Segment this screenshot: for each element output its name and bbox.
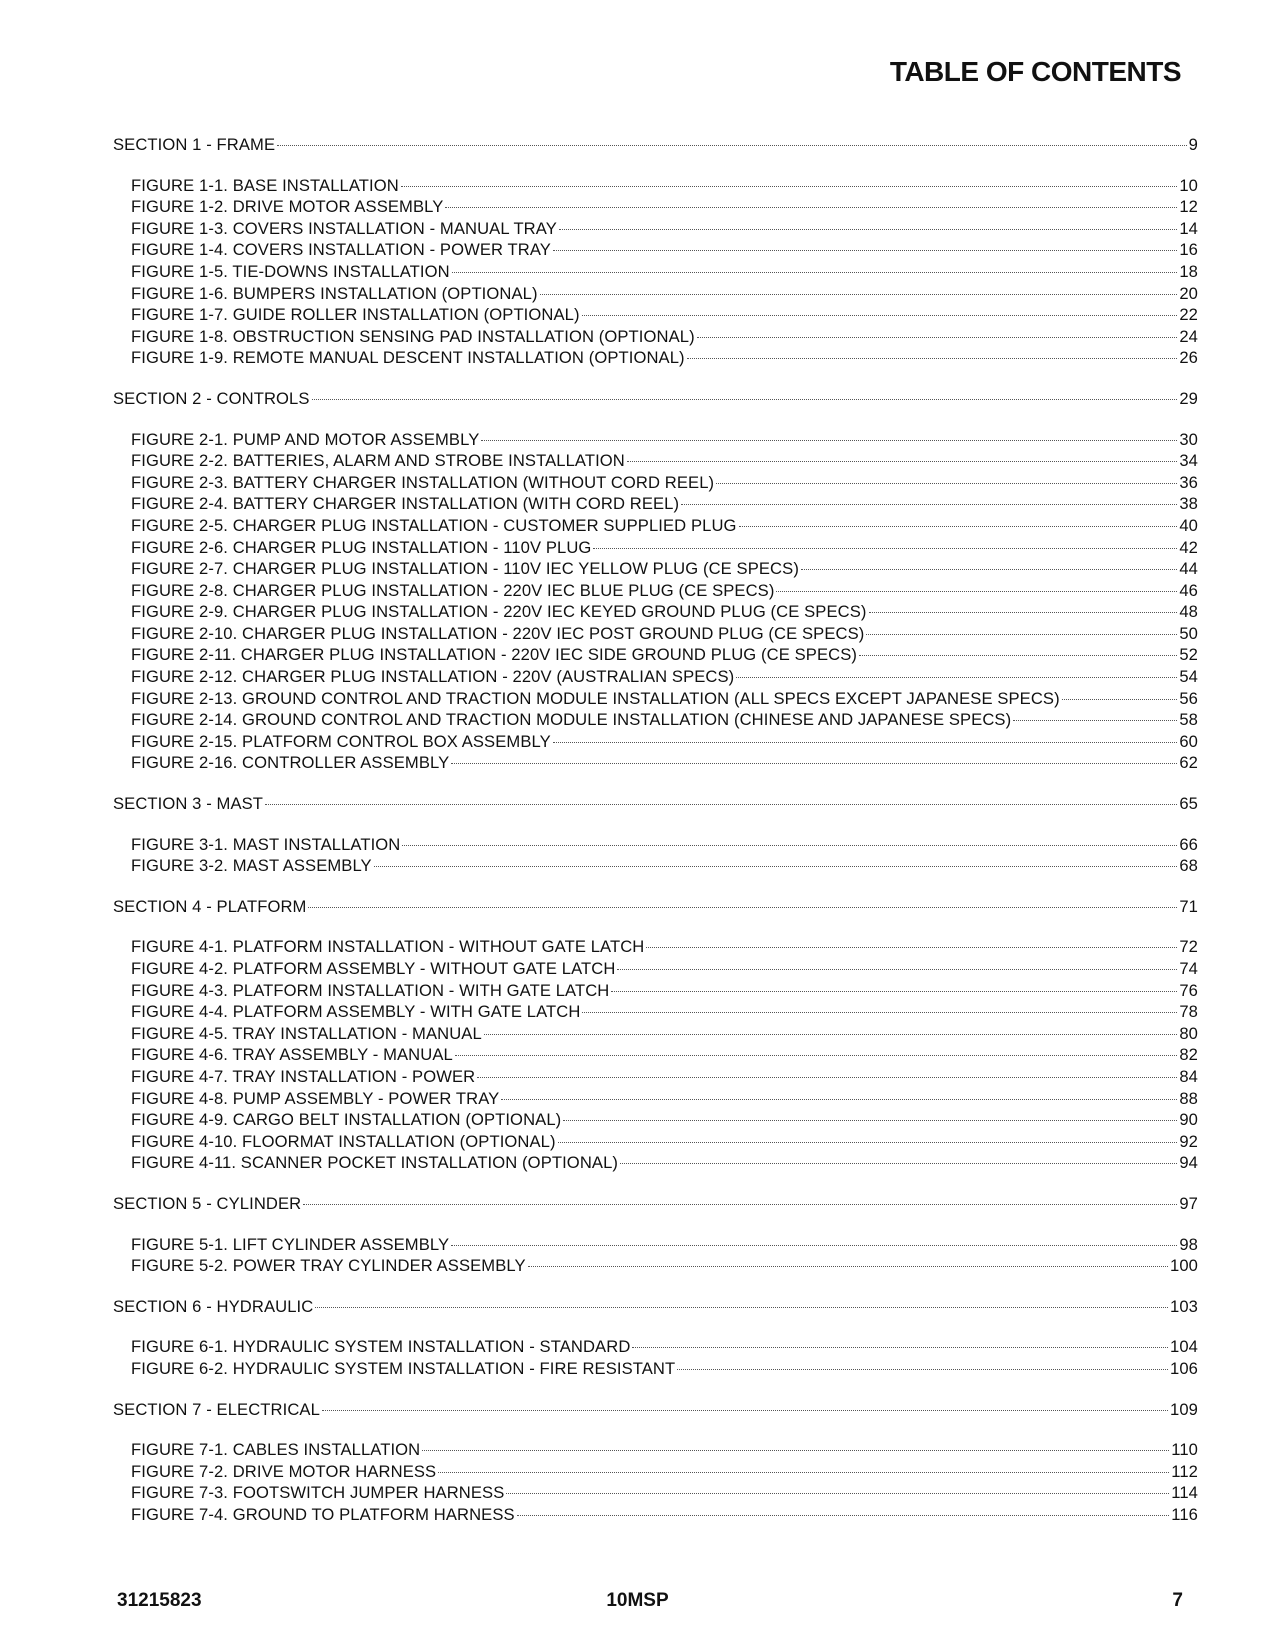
dot-leader bbox=[558, 1142, 1178, 1143]
section-entry[interactable] bbox=[113, 793, 1198, 815]
section-entry-label: SECTION 5 - CYLINDER bbox=[113, 1193, 302, 1213]
figure-entry[interactable] bbox=[113, 1504, 1198, 1526]
dot-leader bbox=[739, 526, 1178, 527]
dot-leader bbox=[528, 1266, 1168, 1267]
dot-leader bbox=[422, 1450, 1169, 1451]
figure-entry[interactable] bbox=[113, 1234, 1198, 1256]
figure-entry-label: FIGURE 4-8. PUMP ASSEMBLY - POWER TRAY bbox=[131, 1088, 500, 1108]
dot-leader bbox=[687, 358, 1178, 359]
dot-leader bbox=[322, 1410, 1168, 1411]
figure-entry-label: FIGURE 1-4. COVERS INSTALLATION - POWER TRAY bbox=[131, 240, 551, 260]
dot-leader bbox=[553, 742, 1178, 743]
dot-leader bbox=[308, 907, 1177, 908]
toc-section bbox=[113, 388, 1198, 774]
figure-entry-page: 10 bbox=[1179, 175, 1198, 195]
section-entry-page: 65 bbox=[1179, 794, 1198, 814]
dot-leader bbox=[563, 1120, 1177, 1121]
figure-entry[interactable] bbox=[113, 304, 1198, 326]
figure-entry-label: FIGURE 4-9. CARGO BELT INSTALLATION (OPTIONAL) bbox=[131, 1110, 562, 1130]
dot-leader bbox=[277, 145, 1187, 146]
figure-entry-label: FIGURE 2-14. GROUND CONTROL AND TRACTION MODULE INSTALLATION (CHINESE AND JAPANESE SPECS) bbox=[131, 710, 1012, 730]
figure-entry-label: FIGURE 2-5. CHARGER PLUG INSTALLATION - CUSTOMER SUPPLIED PLUG bbox=[131, 515, 737, 535]
figure-entry-page: 94 bbox=[1179, 1153, 1198, 1173]
dot-leader bbox=[312, 399, 1178, 400]
figure-entry[interactable] bbox=[113, 196, 1198, 218]
figure-entry[interactable] bbox=[113, 326, 1198, 348]
section-entry-page: 109 bbox=[1170, 1399, 1198, 1419]
figure-entry[interactable] bbox=[113, 623, 1198, 645]
dot-leader bbox=[801, 569, 1177, 570]
toc-section bbox=[113, 1193, 1198, 1277]
section-entry[interactable] bbox=[113, 1399, 1198, 1421]
figure-entry[interactable] bbox=[113, 472, 1198, 494]
figure-entry-page: 54 bbox=[1179, 667, 1198, 687]
figure-entry[interactable] bbox=[113, 1023, 1198, 1045]
figure-entry-label: FIGURE 2-10. CHARGER PLUG INSTALLATION - 220V IEC POST GROUND PLUG (CE SPECS) bbox=[131, 623, 865, 643]
figure-entry[interactable] bbox=[113, 958, 1198, 980]
figure-entry-label: FIGURE 3-2. MAST ASSEMBLY bbox=[131, 856, 372, 876]
figure-entry-label: FIGURE 2-7. CHARGER PLUG INSTALLATION - 110V IEC YELLOW PLUG (CE SPECS) bbox=[131, 559, 799, 579]
figure-entry[interactable] bbox=[113, 980, 1198, 1002]
figure-entry-label: FIGURE 1-2. DRIVE MOTOR ASSEMBLY bbox=[131, 197, 444, 217]
figure-entry[interactable] bbox=[113, 261, 1198, 283]
dot-leader bbox=[716, 483, 1177, 484]
dot-leader bbox=[859, 655, 1177, 656]
figure-entry-page: 110 bbox=[1171, 1440, 1198, 1460]
dot-leader bbox=[553, 250, 1177, 251]
figure-entry[interactable] bbox=[113, 283, 1198, 305]
figure-entry-label: FIGURE 1-9. REMOTE MANUAL DESCENT INSTALLATION (OPTIONAL) bbox=[131, 348, 685, 368]
figure-entry-page: 48 bbox=[1179, 602, 1198, 622]
dot-leader bbox=[477, 1077, 1177, 1078]
figure-entry[interactable] bbox=[113, 1109, 1198, 1131]
figure-entry-page: 34 bbox=[1179, 451, 1198, 471]
figure-entry-label: FIGURE 5-1. LIFT CYLINDER ASSEMBLY bbox=[131, 1234, 450, 1254]
dot-leader bbox=[593, 548, 1177, 549]
dot-leader bbox=[776, 591, 1177, 592]
figure-entry[interactable] bbox=[113, 515, 1198, 537]
figure-entry-label: FIGURE 1-7. GUIDE ROLLER INSTALLATION (OPTIONAL) bbox=[131, 305, 580, 325]
dot-leader bbox=[559, 229, 1177, 230]
section-entry-label: SECTION 7 - ELECTRICAL bbox=[113, 1399, 320, 1419]
figure-entry-label: FIGURE 2-12. CHARGER PLUG INSTALLATION - 220V (AUSTRALIAN SPECS) bbox=[131, 667, 735, 687]
figure-entry-page: 46 bbox=[1179, 580, 1198, 600]
figure-entry-page: 92 bbox=[1179, 1131, 1198, 1151]
figure-entry-label: FIGURE 2-15. PLATFORM CONTROL BOX ASSEMBLY bbox=[131, 731, 551, 751]
dot-leader bbox=[506, 1493, 1169, 1494]
dot-leader bbox=[451, 1245, 1177, 1246]
figure-entry-label: FIGURE 4-2. PLATFORM ASSEMBLY - WITHOUT GATE LATCH bbox=[131, 959, 616, 978]
figure-entry-page: 62 bbox=[1179, 753, 1198, 773]
figure-entry[interactable] bbox=[113, 1255, 1198, 1277]
figure-entry[interactable] bbox=[113, 450, 1198, 472]
figure-entry[interactable] bbox=[113, 1358, 1198, 1380]
figure-entry[interactable] bbox=[113, 834, 1198, 856]
figure-entry-page: 66 bbox=[1179, 834, 1198, 854]
dot-leader bbox=[697, 337, 1178, 338]
figure-entry[interactable] bbox=[113, 709, 1198, 731]
figure-entry[interactable] bbox=[113, 855, 1198, 877]
dot-leader bbox=[438, 1472, 1169, 1473]
figure-entry[interactable] bbox=[113, 666, 1198, 688]
figure-entry[interactable] bbox=[113, 752, 1198, 774]
figure-entry-page: 106 bbox=[1170, 1358, 1198, 1378]
figure-entry-page: 14 bbox=[1179, 218, 1198, 238]
figure-entry-label: FIGURE 2-2. BATTERIES, ALARM AND STROBE INSTALLATION bbox=[131, 451, 625, 471]
toc-section bbox=[113, 793, 1198, 877]
dot-leader bbox=[501, 1099, 1177, 1100]
figure-entry-label: FIGURE 4-7. TRAY INSTALLATION - POWER bbox=[131, 1066, 476, 1086]
figure-entry-page: 80 bbox=[1179, 1023, 1198, 1043]
section-entry-label: SECTION 4 - PLATFORM bbox=[113, 896, 307, 916]
figure-entry-page: 40 bbox=[1179, 515, 1198, 535]
figure-entry[interactable] bbox=[113, 936, 1198, 958]
figure-entry-page: 60 bbox=[1179, 731, 1198, 751]
figure-entry[interactable] bbox=[113, 558, 1198, 580]
dot-leader bbox=[681, 504, 1177, 505]
figure-entry-page: 104 bbox=[1170, 1337, 1198, 1357]
dot-leader bbox=[611, 991, 1177, 992]
figure-entry[interactable] bbox=[113, 1336, 1198, 1358]
figure-entry-label: FIGURE 4-1. PLATFORM INSTALLATION - WITHOUT GATE LATCH bbox=[131, 937, 645, 957]
figure-entry-page: 84 bbox=[1179, 1066, 1198, 1086]
figure-entry[interactable] bbox=[113, 218, 1198, 240]
dot-leader bbox=[1062, 699, 1178, 700]
figure-entry-label: FIGURE 7-1. CABLES INSTALLATION bbox=[131, 1440, 421, 1460]
section-entry[interactable] bbox=[113, 896, 1198, 918]
figure-entry-label: FIGURE 4-11. SCANNER POCKET INSTALLATION (OPTIONAL) bbox=[131, 1153, 619, 1173]
dot-leader bbox=[617, 969, 1177, 970]
figure-entry[interactable] bbox=[113, 580, 1198, 602]
figure-entry-label: FIGURE 2-6. CHARGER PLUG INSTALLATION - 110V PLUG bbox=[131, 537, 592, 557]
figure-entry[interactable] bbox=[113, 601, 1198, 623]
figure-entry-label: FIGURE 5-2. POWER TRAY CYLINDER ASSEMBLY bbox=[131, 1256, 526, 1276]
figure-entry-page: 114 bbox=[1171, 1483, 1198, 1503]
toc-section bbox=[113, 134, 1198, 369]
figure-entry-page: 82 bbox=[1179, 1045, 1198, 1065]
figure-entry[interactable] bbox=[113, 175, 1198, 197]
figure-entry-page: 72 bbox=[1179, 937, 1198, 957]
figure-entry-page: 74 bbox=[1179, 959, 1198, 978]
dot-leader bbox=[455, 1055, 1177, 1056]
figure-entry[interactable] bbox=[113, 1152, 1198, 1174]
figure-entry-label: FIGURE 6-1. HYDRAULIC SYSTEM INSTALLATION - STANDARD bbox=[131, 1337, 631, 1357]
figure-entry[interactable] bbox=[113, 1131, 1198, 1153]
figure-entry-page: 76 bbox=[1179, 980, 1198, 1000]
figure-entry-label: FIGURE 1-1. BASE INSTALLATION bbox=[131, 175, 399, 195]
figure-entry-page: 52 bbox=[1179, 645, 1198, 665]
figure-entry-label: FIGURE 4-10. FLOORMAT INSTALLATION (OPTIONAL) bbox=[131, 1131, 556, 1151]
section-entry[interactable] bbox=[113, 388, 1198, 410]
dot-leader bbox=[484, 1034, 1178, 1035]
figure-entry[interactable] bbox=[113, 429, 1198, 451]
figure-entry-label: FIGURE 2-8. CHARGER PLUG INSTALLATION - 220V IEC BLUE PLUG (CE SPECS) bbox=[131, 580, 775, 600]
dot-leader bbox=[582, 315, 1178, 316]
dot-leader bbox=[540, 294, 1178, 295]
figure-entry-page: 68 bbox=[1179, 856, 1198, 876]
dot-leader bbox=[646, 947, 1177, 948]
figure-entry-page: 12 bbox=[1179, 197, 1198, 217]
figure-entry[interactable] bbox=[113, 1066, 1198, 1088]
section-entry-page: 29 bbox=[1179, 388, 1198, 408]
figure-entry-label: FIGURE 1-8. OBSTRUCTION SENSING PAD INSTALLATION (OPTIONAL) bbox=[131, 326, 695, 346]
toc-section bbox=[113, 896, 1198, 1174]
toc-section bbox=[113, 1296, 1198, 1380]
figure-entry[interactable] bbox=[113, 347, 1198, 369]
section-entry-label: SECTION 1 - FRAME bbox=[113, 135, 276, 154]
figure-entry[interactable] bbox=[113, 688, 1198, 710]
dot-leader bbox=[402, 845, 1177, 846]
figure-entry-page: 78 bbox=[1179, 1002, 1198, 1022]
figure-entry-page: 56 bbox=[1179, 688, 1198, 708]
page-footer bbox=[0, 1590, 1275, 1614]
figure-entry-label: FIGURE 7-4. GROUND TO PLATFORM HARNESS bbox=[131, 1504, 515, 1524]
section-entry-page: 71 bbox=[1179, 896, 1198, 916]
dot-leader bbox=[677, 1369, 1168, 1370]
figure-entry[interactable] bbox=[113, 493, 1198, 515]
figure-entry[interactable] bbox=[113, 239, 1198, 261]
figure-entry[interactable] bbox=[113, 1044, 1198, 1066]
figure-entry-page: 112 bbox=[1171, 1461, 1198, 1481]
figure-entry-page: 16 bbox=[1179, 240, 1198, 260]
page-number: 7 bbox=[1172, 1590, 1183, 1611]
dot-leader bbox=[451, 763, 1177, 764]
section-entry[interactable] bbox=[113, 134, 1198, 156]
figure-entry[interactable] bbox=[113, 537, 1198, 559]
figure-entry-label: FIGURE 2-11. CHARGER PLUG INSTALLATION - 220V IEC SIDE GROUND PLUG (CE SPECS) bbox=[131, 645, 857, 665]
dot-leader bbox=[517, 1515, 1170, 1516]
dot-leader bbox=[866, 634, 1177, 635]
dot-leader bbox=[452, 272, 1178, 273]
dot-leader bbox=[736, 677, 1177, 678]
figure-entry-label: FIGURE 2-9. CHARGER PLUG INSTALLATION - 220V IEC KEYED GROUND PLUG (CE SPECS) bbox=[131, 602, 867, 622]
model-name: 10MSP bbox=[606, 1590, 669, 1611]
section-entry-label: SECTION 6 - HYDRAULIC bbox=[113, 1296, 314, 1316]
figure-entry-label: FIGURE 4-4. PLATFORM ASSEMBLY - WITH GATE LATCH bbox=[131, 1002, 581, 1022]
figure-entry-label: FIGURE 6-2. HYDRAULIC SYSTEM INSTALLATION - FIRE RESISTANT bbox=[131, 1358, 676, 1378]
section-entry-page: 9 bbox=[1188, 135, 1198, 154]
figure-entry-page: 26 bbox=[1179, 348, 1198, 368]
section-entry-label: SECTION 2 - CONTROLS bbox=[113, 388, 310, 408]
figure-entry-label: FIGURE 2-4. BATTERY CHARGER INSTALLATION (WITH CORD REEL) bbox=[131, 494, 680, 514]
figure-entry[interactable] bbox=[113, 1088, 1198, 1110]
dot-leader bbox=[481, 440, 1177, 441]
figure-entry-page: 98 bbox=[1179, 1234, 1198, 1254]
figure-entry-page: 44 bbox=[1179, 559, 1198, 579]
figure-entry-page: 22 bbox=[1179, 305, 1198, 325]
dot-leader bbox=[582, 1012, 1177, 1013]
figure-entry-label: FIGURE 7-3. FOOTSWITCH JUMPER HARNESS bbox=[131, 1483, 505, 1503]
figure-entry-label: FIGURE 4-5. TRAY INSTALLATION - MANUAL bbox=[131, 1023, 482, 1043]
figure-entry[interactable] bbox=[113, 1001, 1198, 1023]
figure-entry[interactable] bbox=[113, 1461, 1198, 1483]
dot-leader bbox=[869, 612, 1178, 613]
dot-leader bbox=[620, 1163, 1177, 1164]
dot-leader bbox=[401, 186, 1177, 187]
figure-entry-label: FIGURE 4-3. PLATFORM INSTALLATION - WITH GATE LATCH bbox=[131, 980, 610, 1000]
document-number: 31215823 bbox=[117, 1590, 202, 1611]
section-entry[interactable] bbox=[113, 1296, 1198, 1318]
dot-leader bbox=[265, 804, 1177, 805]
figure-entry-page: 38 bbox=[1179, 494, 1198, 514]
figure-entry[interactable] bbox=[113, 731, 1198, 753]
figure-entry-label: FIGURE 3-1. MAST INSTALLATION bbox=[131, 834, 401, 854]
figure-entry-label: FIGURE 2-3. BATTERY CHARGER INSTALLATION (WITHOUT CORD REEL) bbox=[131, 472, 715, 492]
section-entry-page: 97 bbox=[1179, 1193, 1198, 1213]
dot-leader bbox=[303, 1204, 1177, 1205]
page-title: TABLE OF CONTENTS bbox=[889, 56, 1181, 87]
figure-entry-label: FIGURE 7-2. DRIVE MOTOR HARNESS bbox=[131, 1461, 437, 1481]
dot-leader bbox=[627, 461, 1177, 462]
figure-entry-page: 42 bbox=[1179, 537, 1198, 557]
figure-entry-page: 18 bbox=[1179, 261, 1198, 281]
figure-entry-label: FIGURE 2-16. CONTROLLER ASSEMBLY bbox=[131, 753, 450, 773]
figure-entry-label: FIGURE 2-13. GROUND CONTROL AND TRACTION MODULE INSTALLATION (ALL SPECS EXCEPT JAPANESE SPECS) bbox=[131, 688, 1060, 708]
figure-entry-label: FIGURE 1-5. TIE-DOWNS INSTALLATION bbox=[131, 261, 450, 281]
dot-leader bbox=[374, 866, 1178, 867]
figure-entry-page: 90 bbox=[1179, 1110, 1198, 1130]
figure-entry-page: 36 bbox=[1179, 472, 1198, 492]
figure-entry[interactable] bbox=[113, 1482, 1198, 1504]
section-entry-label: SECTION 3 - MAST bbox=[113, 794, 264, 814]
figure-entry-page: 100 bbox=[1170, 1256, 1198, 1276]
dot-leader bbox=[445, 207, 1177, 208]
toc-section bbox=[113, 1399, 1198, 1526]
figure-entry-page: 24 bbox=[1179, 326, 1198, 346]
figure-entry-page: 88 bbox=[1179, 1088, 1198, 1108]
figure-entry[interactable] bbox=[113, 644, 1198, 666]
dot-leader bbox=[315, 1307, 1168, 1308]
figure-entry[interactable] bbox=[113, 1439, 1198, 1461]
dot-leader bbox=[1013, 720, 1177, 721]
figure-entry-label: FIGURE 1-6. BUMPERS INSTALLATION (OPTIONAL) bbox=[131, 283, 538, 303]
figure-entry-label: FIGURE 1-3. COVERS INSTALLATION - MANUAL TRAY bbox=[131, 218, 557, 238]
table-of-contents bbox=[113, 134, 1198, 1544]
figure-entry-label: FIGURE 4-6. TRAY ASSEMBLY - MANUAL bbox=[131, 1045, 453, 1065]
section-entry-page: 103 bbox=[1170, 1296, 1198, 1316]
figure-entry-page: 50 bbox=[1179, 623, 1198, 643]
figure-entry-label: FIGURE 2-1. PUMP AND MOTOR ASSEMBLY bbox=[131, 429, 480, 449]
section-entry[interactable] bbox=[113, 1193, 1198, 1215]
figure-entry-page: 58 bbox=[1179, 710, 1198, 730]
dot-leader bbox=[632, 1347, 1168, 1348]
figure-entry-page: 20 bbox=[1179, 283, 1198, 303]
figure-entry-page: 30 bbox=[1179, 429, 1198, 449]
figure-entry-page: 116 bbox=[1171, 1504, 1198, 1524]
